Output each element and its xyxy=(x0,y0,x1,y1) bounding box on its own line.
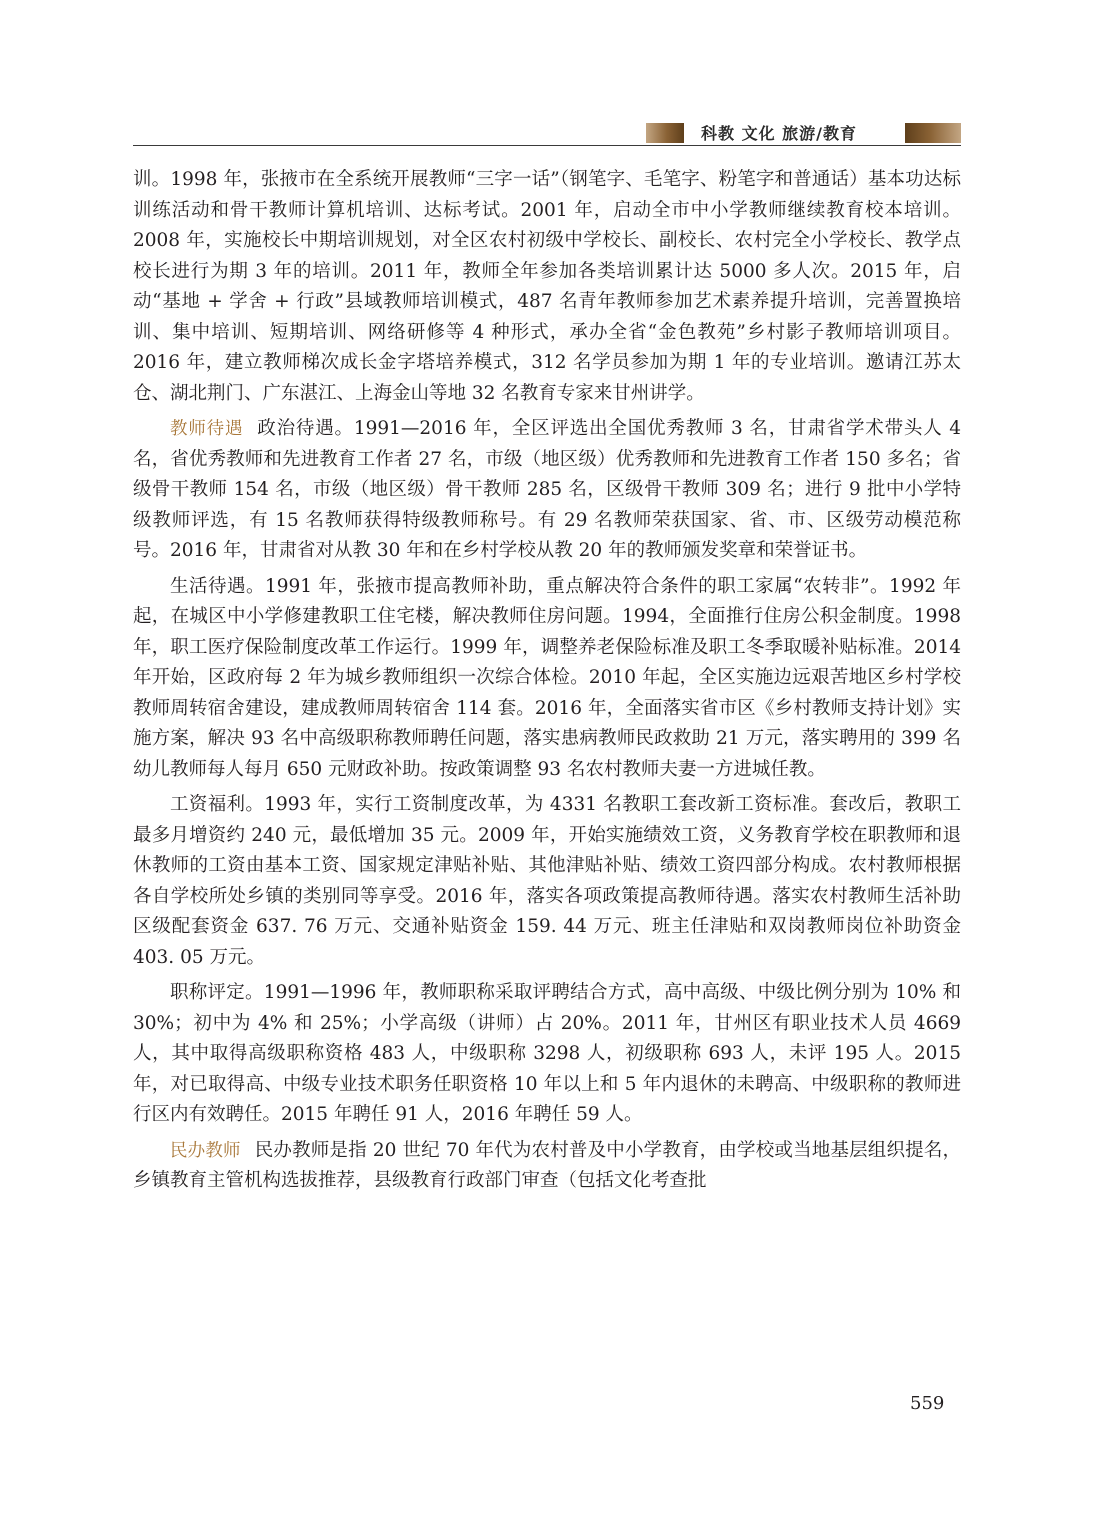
paragraph-wages-benefits xyxy=(133,790,961,973)
paragraph-text: 生活待遇。1991 年，张掖市提高教师补助，重点解决符合条件的职工家属“农转非”。1992 年起，在城区中小学修建教职工住宅楼，解决教师住房问题。1994，全面推行住房公积金制度。1998 年，职工医疗保险制度改革工作运行。1999 年，调整养老保险标准及职工冬季取暖补贴标准。2014 年开始，区政府每 2 年为城乡教师组织一次综合体检。2010 年起，全区实施边远艰苦地区乡村学校教师周转宿舍建设，建成教师周转宿舍 114 套。2016 年，全面落实省市区《乡村教师支持计划》实施方案，解决 93 名中高级职称教师聘任问题，落实患病教师民政救助 21 万元，落实聘用的 399 名幼儿教师每人每月 650 元财政补助。按政策调整 93 名农村教师夫妻一方进城任教。 xyxy=(133,575,961,780)
paragraph-text: 训。1998 年，张掖市在全系统开展教师“三字一话”（钢笔字、毛笔字、粉笔字和普通话）基本功达标训练活动和骨干教师计算机培训、达标考试。2001 年，启动全市中小学教师继续教育校本培训。2008 年，实施校长中期培训规划，对全区农村初级中学校长、副校长、农村完全小学校长、教学点校长进行为期 3 年的培训。2011 年，教师全年参加各类培训累计达 5000 多人次。2015 年，启动“基地 + 学舍 + 行政”县域教师培训模式，487 名青年教师参加艺术素养提升培训，完善置换培训、集中培训、短期培训、网络研修等 4 种形式，承办全省“金色教苑”乡村影子教师培训项目。2016 年，建立教师梯次成长金字塔培养模式，312 名学员参加为期 1 年的专业培训。邀请江苏太仓、湖北荆门、广东湛江、上海金山等地 32 名教育专家来甘州讲学。 xyxy=(133,169,961,404)
paragraph-title-evaluation xyxy=(133,978,961,1131)
paragraph-teacher-treatment-political xyxy=(133,414,961,567)
body-text xyxy=(133,165,961,1202)
running-header xyxy=(133,120,961,146)
section-term-teacher-treatment: 教师待遇 xyxy=(170,419,244,439)
header-section-title: 科教 文化 旅游/教育 xyxy=(701,124,857,143)
paragraph-text: 民办教师是指 20 世纪 70 年代为农村普及中小学教育，由学校或当地基层组织提名，乡镇教育主管机构选拔推荐，县级教育行政部门审查（包括文化考查批 xyxy=(133,1139,962,1191)
page-number: 559 xyxy=(910,1393,945,1414)
paragraph-living-treatment xyxy=(133,572,961,786)
header-rule xyxy=(133,145,961,146)
header-decorative-bar-left xyxy=(646,123,684,143)
paragraph-text: 工资福利。1993 年，实行工资制度改革，为 4331 名教职工套改新工资标准。套改后，教职工最多月增资约 240 元，最低增加 35 元。2009 年，开始实施绩效工资，义务教育学校在职教师和退休教师的工资由基本工资、国家规定津贴补贴、其他津贴补贴、绩效工资四部分构成。农村教师根据各自学校所处乡镇的类别同等享受。2016 年，落实各项政策提高教师待遇。落实农村教师生活补助区级配套资金 637. 76 万元、交通补贴资金 159. 44 万元、班主任津贴和双岗教师岗位补助资金 403. 05 万元。 xyxy=(133,794,961,968)
paragraph-training xyxy=(133,165,961,409)
paragraph-text: 政治待遇。1991—2016 年，全区评选出全国优秀教师 3 名，甘肃省学术带头人 4 名，省优秀教师和先进教育工作者 27 名，市级（地区级）优秀教师和先进教育工作者 150 多名；省级骨干教师 154 名，市级（地区级）骨干教师 285 名，区级骨干教师 309 名；进行 9 批中小学特级教师评选，有 15 名教师获得特级教师称号。有 29 名教师荣获国家、省、市、区级劳动模范称号。2016 年，甘肃省对从教 30 年和在乡村学校从教 20 年的教师颁发奖章和荣誉证书。 xyxy=(133,418,962,561)
header-decorative-bar-right xyxy=(905,123,961,143)
section-term-community-teachers: 民办教师 xyxy=(170,1140,241,1161)
paragraph-text: 职称评定。1991—1996 年，教师职称采取评聘结合方式，高中高级、中级比例分别为 10% 和 30%；初中为 4% 和 25%；小学高级（讲师）占 20%。2011 年，甘州区有职业技术人员 4669 人，其中取得高级职称资格 483 人，中级职称 3298 人，初级职称 693 人，未评 195 人。2015 年，对已取得高、中级专业技术职务任职资格 10 年以上和 5 年内退休的未聘高、中级职称的教师进行区内有效聘任。2015 年聘任 91 人，2016 年聘任 59 人。 xyxy=(133,982,961,1125)
paragraph-community-teachers xyxy=(133,1136,961,1197)
